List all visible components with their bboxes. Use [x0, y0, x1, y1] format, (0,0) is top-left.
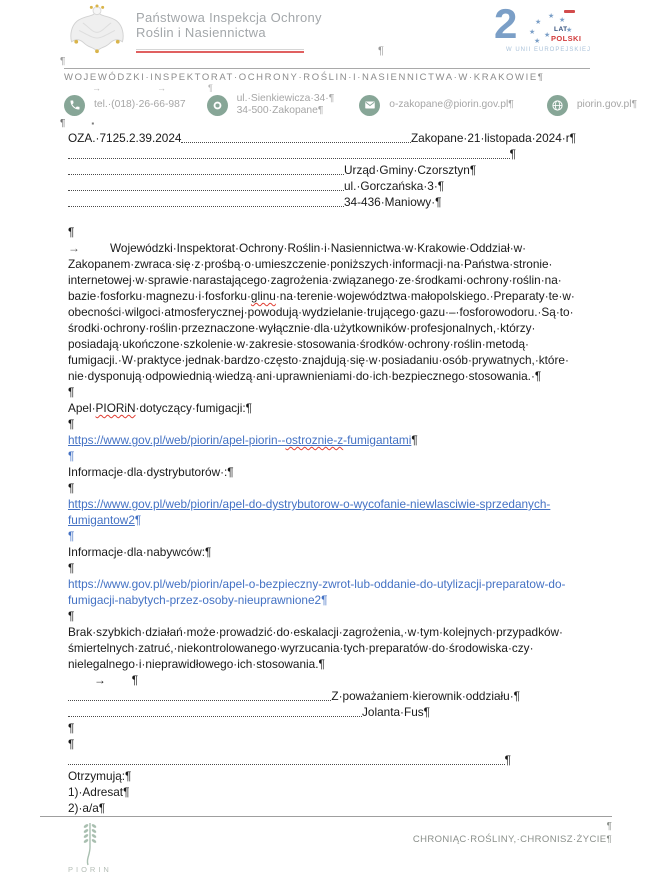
fumigants-warning-link[interactable]: https://www.gov.pl/web/piorin/apel-piorin--ostroznie-z-fumigantami — [68, 433, 412, 447]
letterhead — [0, 0, 646, 56]
link-line — [68, 576, 576, 608]
pilcrow-mark: ¶ — [504, 753, 511, 767]
empty-line: ¶ — [68, 561, 75, 575]
footer-motto-block — [413, 821, 612, 846]
date-place: Zakopane·​21·​listopada·​2024·​r¶ — [410, 131, 576, 145]
tab-mark: → — [68, 241, 80, 255]
empty-line: ¶ — [68, 417, 75, 431]
dotted-leader — [68, 146, 510, 159]
link-line — [68, 432, 576, 448]
postal-address — [237, 93, 335, 117]
pilcrow-mark: ¶ — [134, 513, 142, 527]
eu-star-icon: ★ — [534, 38, 541, 45]
piorin-wordmark: PIORIN — [68, 865, 112, 874]
tab-mark: → — [94, 673, 106, 687]
empty-line: ¶ — [68, 737, 75, 751]
recipient-name: Urząd·​Gminy·​Czorsztyn¶ — [344, 163, 477, 177]
recipient-street: ul.·​Gorczańska·​3·​¶ — [344, 179, 445, 193]
closing-paragraph: Brak·​szybkich·​działań·​może·​prowadzić·​do·​eskalacji·​zagrożenia,·​w·​tym·​kolejnych·​przypadków·​śmiertelnych·​zatruć,·​niekontrolowanego·​wyrzucania·​tych·​preparatów·​do·​środowiska·​czy·​nielegalnego·​i·​nieprawidłowego·​ich·​stosowania.¶ — [68, 625, 563, 671]
empty-line: ¶ — [68, 385, 75, 399]
dotted-leader — [181, 130, 410, 143]
anchor-square-mark: ▪ — [91, 119, 95, 128]
eu-20-years-logo — [488, 0, 598, 58]
tab-mark: → — [157, 83, 166, 93]
empty-line: ¶ — [68, 481, 75, 495]
safe-return-link[interactable]: https://www.gov.pl/web/piorin/apel-o-bezpieczny-zwrot-lub-oddanie-do-utylizacji-preparatow-do-fumigacji-nabytych-przez-osoby-nieuprawnione2 — [68, 577, 566, 607]
paragraph-text: Wojewódzki·​Inspektorat·​Ochrony·​Roślin·​i·​Nasiennictwa·​w·​Krakowie·​Oddział·​w·​Zakopanem·​zwraca·​się·​z·​prośbą·​o·​umieszczenie·​poniższych·​informacji·​na·​Państwa·​stronie·​internetowej·​w·​sprawie·​narastającego·​zagrożenia·​związanego·​ze·​środkami·​ochrony·​roślin·​na·​bazie·​fosforku·​magnezu·​i·​fosforku·​ — [68, 241, 562, 303]
dotted-leader — [68, 194, 344, 207]
buyers-info-label: Informacje·​dla·​nabywców:¶ — [68, 545, 212, 559]
eu-logo-subtitle: W UNII EUROPEJSKIEJ — [506, 47, 592, 53]
blank-leader-line — [68, 146, 516, 162]
tab-mark: → — [92, 83, 101, 93]
dotted-leader — [68, 162, 344, 175]
eu-star-icon: ★ — [548, 13, 555, 20]
pilcrow-mark: ¶ — [378, 45, 384, 57]
signature-title-line — [68, 688, 520, 704]
dotted-leader — [68, 688, 331, 701]
contact-bar — [0, 93, 646, 117]
empty-line-blue: ¶ — [68, 529, 75, 543]
org-name — [136, 4, 384, 57]
empty-line: ¶ — [68, 609, 75, 623]
reference-date-line — [68, 130, 576, 146]
address-line1: ul.·​Sienkiewicza·​34·​¶ — [236, 93, 335, 104]
inspectorate-heading: WOJEWÓDZKI·​INSPEKTORAT·​OCHRONY·​ROŚLIN·​I·​NASIENNICTWA·​W·​KRAKOWIE¶ — [64, 68, 590, 83]
dotted-leader — [68, 752, 505, 765]
red-divider — [136, 49, 304, 53]
signature-title: Z·​poważaniem·​kierownik·​oddziału·​¶ — [331, 689, 520, 703]
signature-tab-line — [68, 672, 576, 688]
dotted-leader — [68, 178, 344, 191]
pilcrow-mark: ¶ — [60, 118, 66, 129]
dotted-leader — [68, 704, 362, 717]
distribution-item: 2)·​a/a¶ — [68, 801, 106, 815]
email-icon — [359, 95, 380, 116]
org-name-line1: Państwowa Inspekcja Ochrony — [136, 10, 322, 25]
signature-name-line — [68, 704, 430, 720]
eu-logo-lat: LAT — [554, 26, 568, 33]
recipient-line — [68, 178, 576, 194]
eu-logo-digit: 2 — [494, 0, 518, 47]
eu-star-icon: ★ — [535, 19, 542, 26]
eu-star-icon: ★ — [559, 17, 566, 24]
spellcheck-word: glinu — [250, 289, 276, 303]
email-address: o-zakopane@piorin.gov.pl¶ — [389, 99, 514, 110]
coat-of-arms-eagle-icon — [64, 4, 130, 56]
distributors-recall-link[interactable]: https://www.gov.pl/web/piorin/apel-do-dystrybutorow-o-wycofanie-niewlasciwie-sprzedanych-fumigantow2 — [68, 497, 551, 527]
eu-star-icon: ★ — [566, 27, 573, 34]
empty-line: ¶ — [68, 721, 75, 735]
spellcheck-word: ostroznie-z — [285, 433, 344, 447]
phone-icon — [64, 95, 85, 116]
pilcrow-mark: ¶ — [509, 147, 516, 161]
pilcrow-mark: ¶ — [60, 56, 66, 67]
eu-logo-polski: POLSKI — [551, 34, 582, 43]
distribution-item: 1)·​Adresat¶ — [68, 785, 130, 799]
signature-name: Jolanta·​Fus¶ — [362, 705, 430, 719]
website-url: piorin.gov.pl¶ — [576, 99, 638, 110]
piorin-logo — [68, 821, 112, 874]
distributors-info-label: Informacje·​dla·​dystrybutorów·​:¶ — [68, 465, 234, 479]
recipient-line — [68, 162, 576, 178]
spellcheck-word: PIORiN — [95, 401, 136, 415]
link-line — [68, 496, 576, 528]
pilcrow-mark: ¶ — [606, 821, 612, 832]
reference-number: OZA.·​7125.2.39.2024 — [68, 131, 182, 145]
anchor-marks-line — [0, 117, 646, 130]
apel-heading: Apel·​PIORiN·​dotyczący·​fumigacji:¶ — [68, 401, 253, 415]
pilcrow-mark: ¶ — [321, 593, 328, 607]
address-line2: 34-500·​Zakopane¶ — [236, 105, 324, 116]
eu-star-icon: ★ — [529, 29, 536, 36]
empty-line: ¶ — [68, 225, 75, 239]
recipient-city: 34-436·​Maniowy·​¶ — [344, 195, 442, 209]
org-name-line2: Roślin i Nasiennictwa — [136, 25, 266, 40]
pilcrow-mark: ¶ — [411, 433, 418, 447]
eu-star-icon: ★ — [544, 32, 551, 39]
footer-motto: CHRONIĄC·​ROŚLINY,·​CHRONISZ·​ŻYCIE¶ — [412, 834, 612, 845]
empty-line-blue: ¶ — [68, 449, 75, 463]
globe-icon — [547, 95, 568, 116]
paragraph-text: ·​na·​terenie·​województwa·​małopolskiego.·​Preparaty·​te·​w·​obecności·​wilgoci·​atmosferycznej·​powodują·​wydzielanie·​trującego·​gazu·​–·​fosforowodoru.·​Są·​to·​środki·​ochrony·​roślin·​przeznaczone·​wyłącznie·​dla·​użytkowników·​profesjonalnych,·​którzy·​posiadają·​ukończone·​szkolenie·​w·​zakresie·​stosowania·​środków·​ochrony·​roślin·​metodą·​fumigacji.·​W·​praktyce·​jednak·​bardzo·​często·​znajdują·​się·​w·​posiadaniu·​osób·​prywatnych,·​które·​nie·​dysponują·​odpowiednią·​wiedzą·​ani·​uprawnieniami·​do·​ich·​bezpiecznego·​stosowania.·​¶ — [68, 289, 575, 383]
blank-leader-line — [68, 752, 511, 768]
pilcrow-mark: ¶ — [208, 83, 213, 93]
phone-number: tel.·​(018)·​26-66-987 — [94, 99, 186, 110]
recipient-line — [68, 194, 576, 210]
eu-red-mark — [564, 10, 575, 13]
main-paragraph — [68, 240, 576, 384]
letter-body — [68, 130, 576, 816]
distribution-heading: Otrzymują:¶ — [68, 769, 132, 783]
page-footer — [40, 816, 612, 874]
location-icon — [207, 95, 228, 116]
tab-marks-line — [0, 83, 646, 93]
wheat-icon — [77, 821, 103, 867]
pilcrow-mark: ¶ — [131, 673, 139, 687]
